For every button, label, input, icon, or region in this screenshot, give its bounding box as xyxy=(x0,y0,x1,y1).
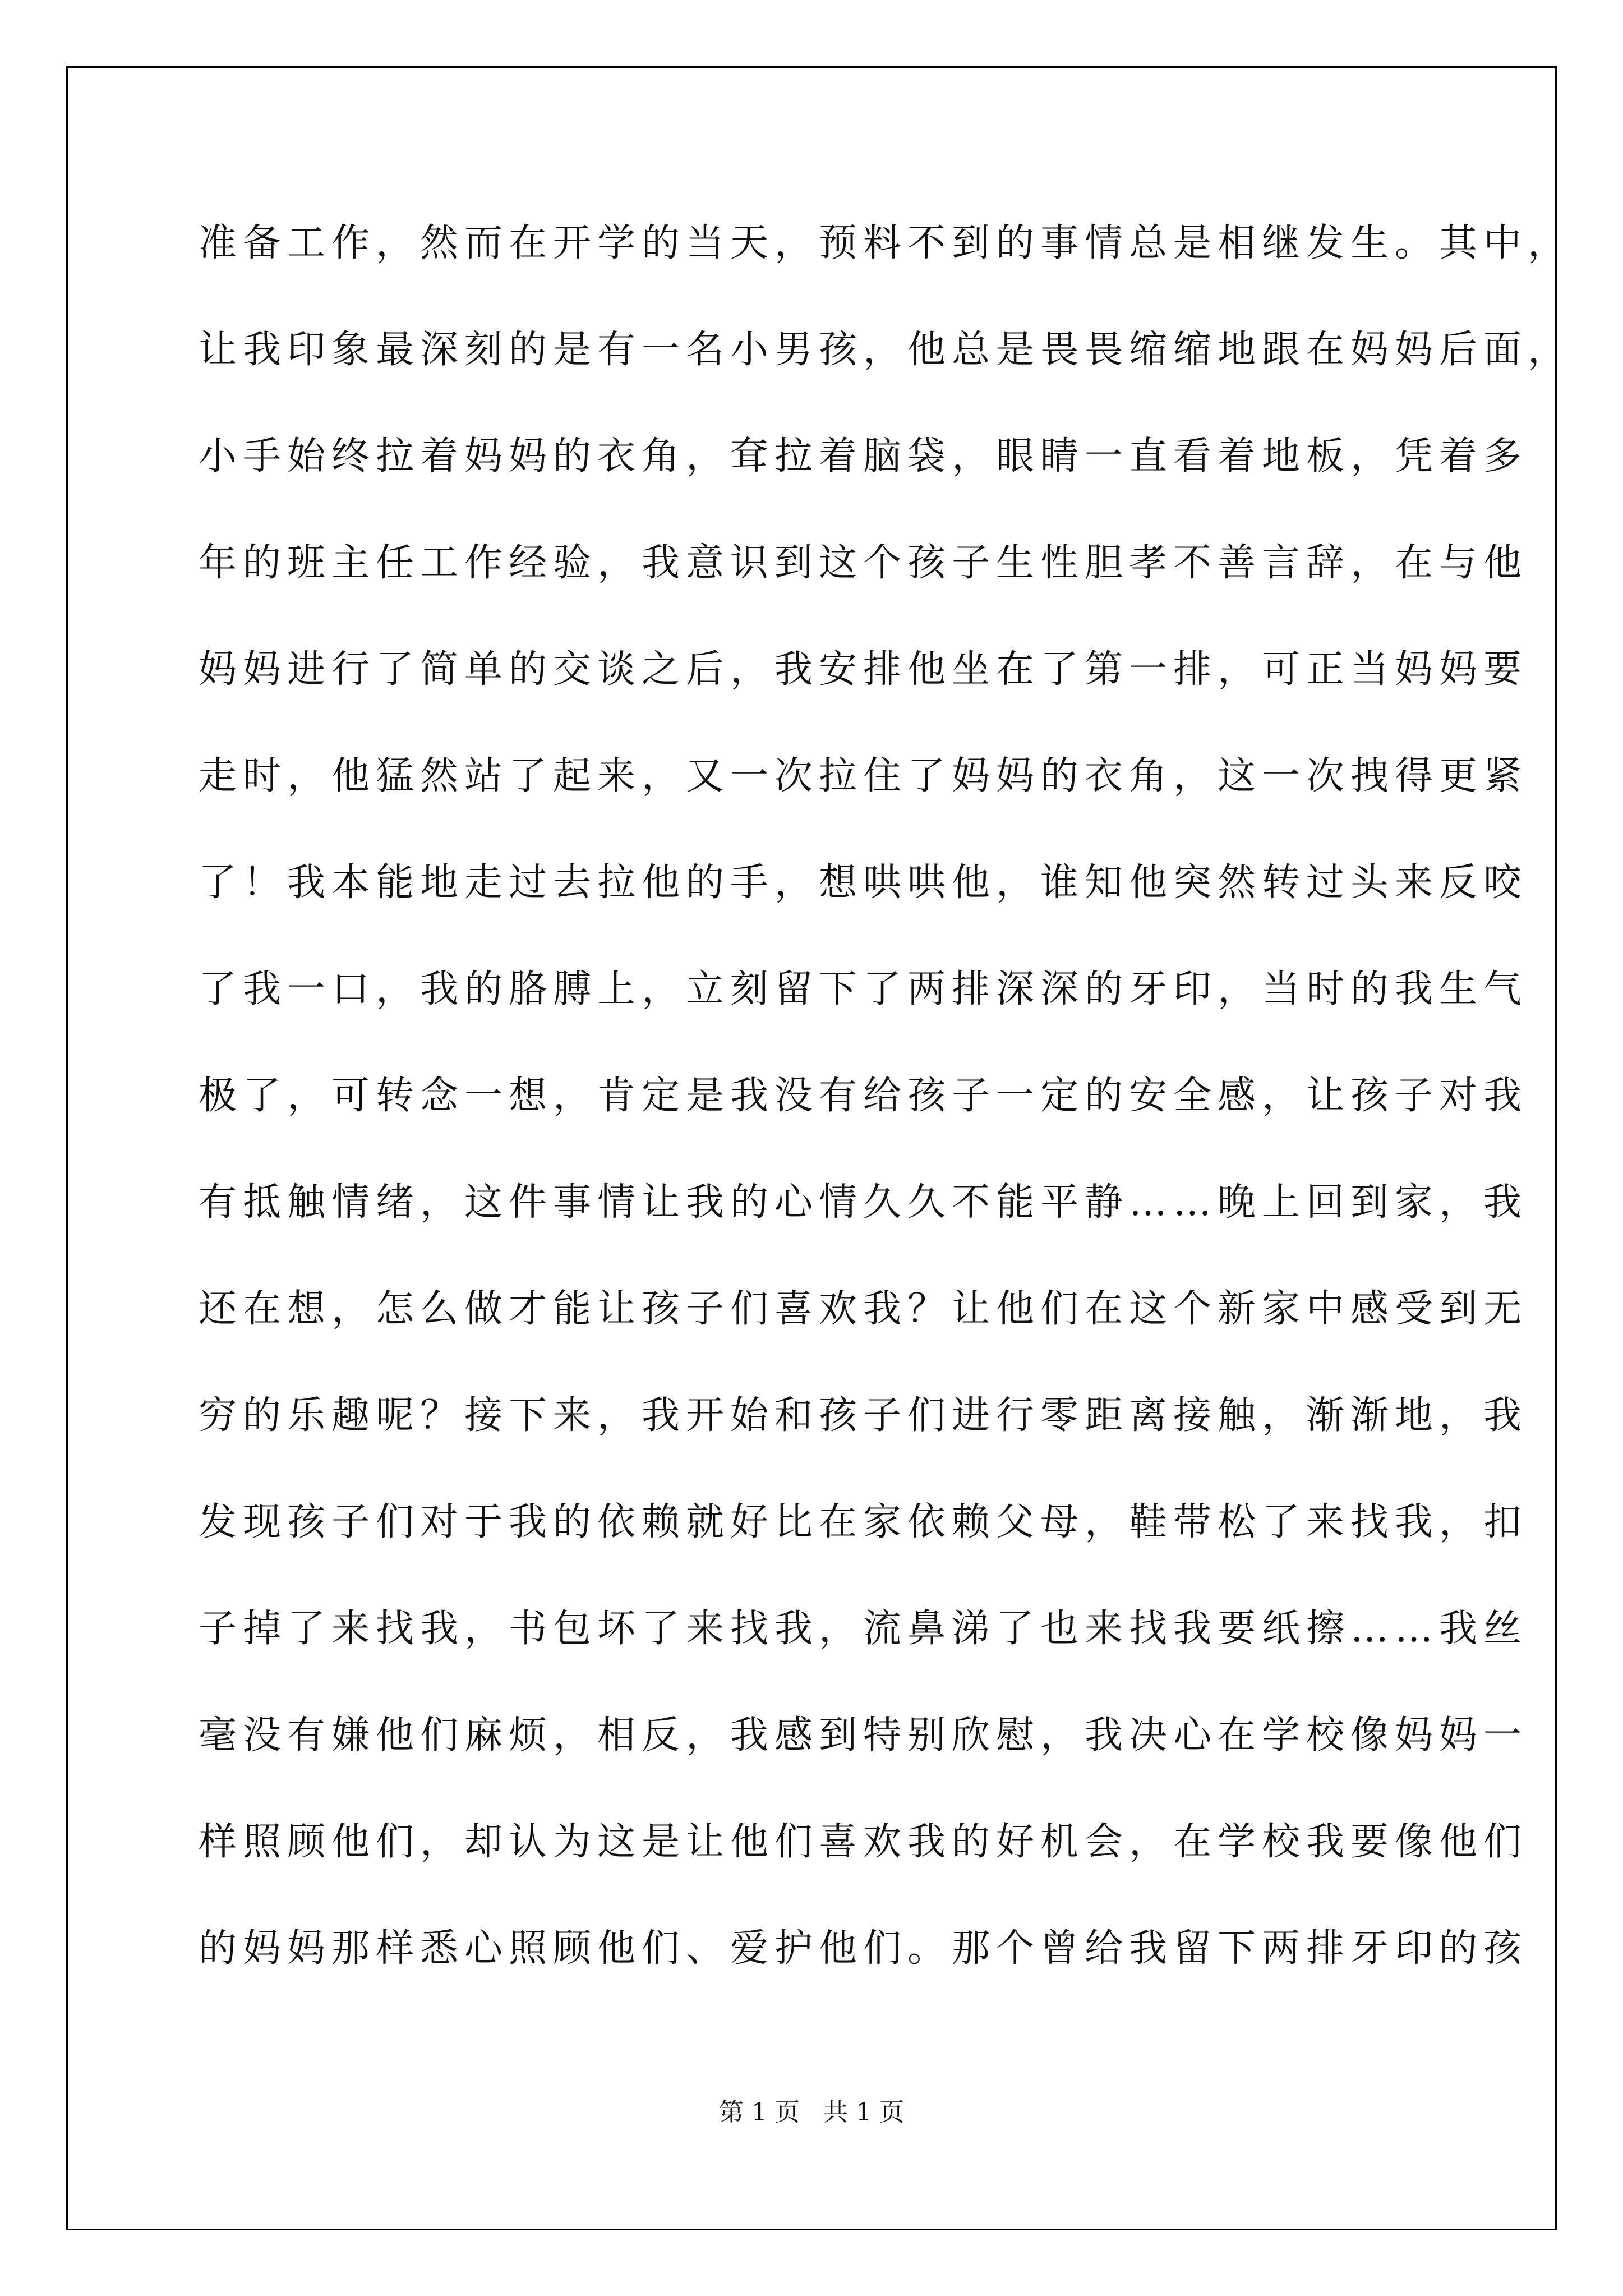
text-line-17: 的妈妈那样悉心照顾他们、爱护他们。那个曾给我留下两排牙印的孩 xyxy=(199,1926,1528,1971)
text-line-10: 有抵触情绪，这件事情让我的心情久久不能平静……晚上回到家，我 xyxy=(199,1180,1528,1225)
text-line-5: 妈妈进行了简单的交谈之后，我安排他坐在了第一排，可正当妈妈要 xyxy=(199,647,1528,692)
text-line-6: 走时，他猛然站了起来，又一次拉住了妈妈的衣角，这一次拽得更紧 xyxy=(199,754,1528,798)
text-line-8: 了我一口，我的胳膊上，立刻留下了两排深深的牙印，当时的我生气 xyxy=(199,967,1528,1011)
text-line-4: 年的班主任工作经验，我意识到这个孩子生性胆孝不善言辞，在与他 xyxy=(199,541,1528,585)
text-line-15: 毫没有嫌他们麻烦，相反，我感到特别欣慰，我决心在学校像妈妈一 xyxy=(199,1713,1528,1757)
text-line-12: 穷的乐趣呢？接下来，我开始和孩子们进行零距离接触，渐渐地，我 xyxy=(199,1393,1528,1438)
text-line-3: 小手始终拉着妈妈的衣角，耷拉着脑袋，眼睛一直看着地板，凭着多 xyxy=(199,434,1528,478)
text-line-16: 样照顾他们，却认为这是让他们喜欢我的好机会，在学校我要像他们 xyxy=(199,1820,1528,1864)
page-number: 第 1 页 共 1 页 xyxy=(719,2098,904,2127)
body-text xyxy=(199,220,1573,2032)
text-line-2: 让我印象最深刻的是有一名小男孩，他总是畏畏缩缩地跟在妈妈后面， xyxy=(199,328,1573,372)
text-line-14: 子掉了来找我，书包坏了来找我，流鼻涕了也来找我要纸擦……我丝 xyxy=(199,1607,1528,1651)
text-line-11: 还在想，怎么做才能让孩子们喜欢我？让他们在这个新家中感受到无 xyxy=(199,1287,1528,1331)
text-line-9: 极了，可转念一想，肯定是我没有给孩子一定的安全感，让孩子对我 xyxy=(199,1074,1528,1118)
text-line-13: 发现孩子们对于我的依赖就好比在家依赖父母，鞋带松了来找我，扣 xyxy=(199,1500,1528,1544)
text-line-7: 了！我本能地走过去拉他的手，想哄哄他，谁知他突然转过头来反咬 xyxy=(199,861,1528,905)
text-line-1: 准备工作，然而在开学的当天，预料不到的事情总是相继发生。其中， xyxy=(199,221,1573,265)
